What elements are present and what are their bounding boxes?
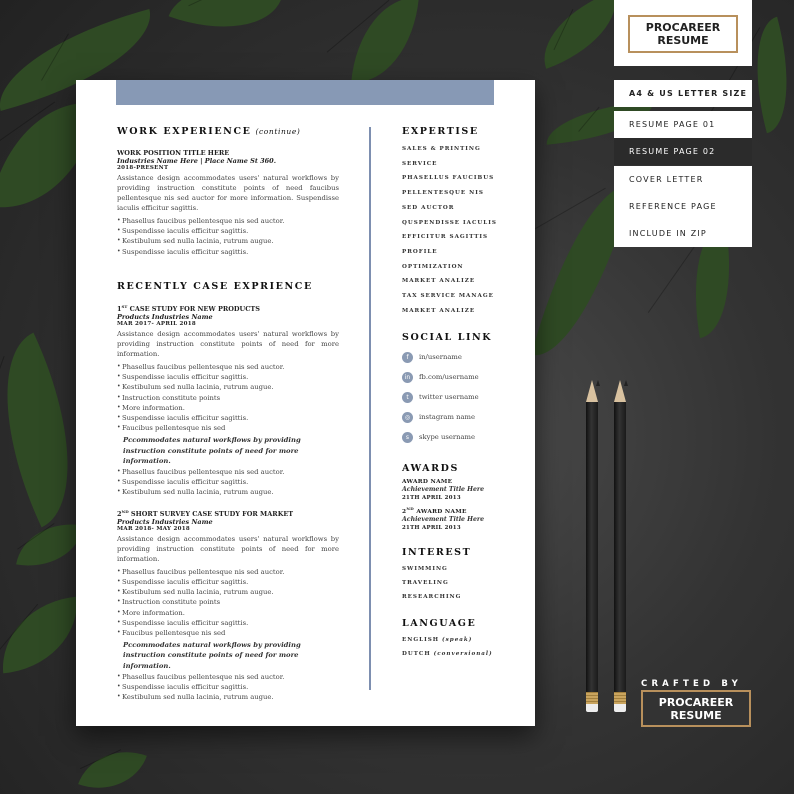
award-date: 21TH APRIL 2013 — [402, 495, 461, 502]
list-item: • Kestibulum sed nulla lacinia, rutrum augue. — [117, 236, 339, 246]
list-item: • Faucibus pellentesque nis sed — [117, 628, 339, 638]
case-study-1-dates: MAR 2017- APRIL 2018 — [117, 320, 196, 327]
social-text: fb.com/username — [419, 373, 479, 382]
linkedin-icon: in — [402, 372, 413, 383]
crafted-by-label: CRAFTED BY — [641, 679, 742, 689]
list-item: • Phasellus faucibus pellentesque nis sed auctor. — [117, 216, 339, 226]
resume-page — [76, 80, 535, 726]
interest-item: SWIMMING — [402, 566, 448, 573]
award-name: AWARD NAME — [402, 479, 453, 486]
list-item: • More information. — [117, 403, 339, 413]
language-heading: LANGUAGE — [402, 618, 477, 630]
social-link-heading: SOCIAL LINK — [402, 332, 493, 344]
expertise-item: TAX SERVICE MANAGE — [402, 293, 494, 300]
menu-item-resume-page-02[interactable]: RESUME PAGE 02 — [614, 138, 752, 165]
expertise-item: SALES & PRINTING — [402, 146, 481, 152]
list-item: • Phasellus faucibus pellentesque nis sed auctor. — [117, 672, 339, 682]
list-item: • Instruction constitute points — [117, 393, 339, 403]
case-study-1-bullets — [117, 362, 339, 433]
expertise-heading: EXPERTISE — [402, 126, 479, 137]
list-item: • Kestibulum sed nulla lacinia, rutrum augue. — [117, 692, 339, 702]
list-item: • More information. — [117, 608, 339, 618]
case-study-2-bullets-2 — [117, 672, 339, 703]
case-study-2-bullets — [117, 567, 339, 638]
list-item: • Suspendisse iaculis efficitur sagittis. — [117, 247, 339, 257]
list-item: • Suspendisse iaculis efficitur sagittis. — [117, 372, 339, 382]
interest-heading: INTEREST — [402, 547, 472, 559]
brand-logo-bottom: PROCAREER RESUME — [641, 690, 751, 727]
award-title: Achievement Title Here — [402, 516, 485, 524]
expertise-item: PELLENTESQUE NIS — [402, 190, 484, 197]
case-study-2-description: Assistance design accommodates users' natural workflows by providing instruction constitute points of need for more information. — [117, 534, 339, 563]
social-row[interactable] — [402, 387, 522, 407]
column-divider — [369, 127, 371, 690]
expertise-item: OPTIMIZATION — [402, 263, 464, 270]
list-item: • Kestibulum sed nulla lacinia, rutrum augue. — [117, 487, 339, 497]
case-study-2-quote: Pccommodates natural workflows by providing instruction constitute points of need for more information. — [123, 641, 301, 670]
expertise-item: PHASELLUS FAUCIBUS — [402, 175, 495, 182]
right-column — [402, 126, 522, 661]
menu-item-resume-page-01[interactable]: RESUME PAGE 01 — [614, 111, 752, 138]
size-label: A4 & US LETTER SIZE — [614, 80, 752, 107]
continue-label: (continue) — [255, 127, 301, 136]
case-study-1-title: 1ST CASE STUDY FOR NEW PRODUCTS — [117, 303, 260, 313]
expertise-item: PROFILE — [402, 248, 438, 255]
job-description: Assistance design accommodates users' natural workflows by providing instruction constitute points of need faucibus pellentesque nis sed auctor for more information. Suspendisse iaculis efficitur sagittis. — [117, 174, 339, 212]
list-item: • Instruction constitute points — [117, 597, 339, 607]
case-study-1-quote: Pccommodates natural workflows by providing instruction constitute points of need for more information. — [123, 436, 301, 465]
social-text: in/username — [419, 353, 462, 362]
awards-heading: AWARDS — [402, 463, 459, 475]
header-bar — [116, 80, 494, 105]
interest-item: RESEARCHING — [402, 594, 462, 601]
job-title: WORK POSITION TITLE HERE — [117, 149, 230, 157]
list-item: • Suspendisse iaculis efficitur sagittis. — [117, 682, 339, 692]
pencil-illustration — [614, 380, 626, 712]
list-item: • Phasellus faucibus pellentesque nis sed auctor. — [117, 467, 339, 477]
list-item: • Faucibus pellentesque nis sed — [117, 423, 339, 433]
expertise-item: SED AUCTOR — [402, 204, 455, 211]
expertise-item: MARKET ANALIZE — [402, 278, 476, 285]
list-item: • Suspendisse iaculis efficitur sagittis. — [117, 577, 339, 587]
case-study-2-dates: MAR 2018- MAY 2018 — [117, 525, 190, 532]
social-text: instagram name — [419, 413, 475, 422]
language-item: DUTCH (conversional) — [402, 651, 493, 658]
menu-item-cover-letter[interactable]: COVER LETTER — [614, 166, 752, 193]
list-item: • Suspendisse iaculis efficitur sagittis. — [117, 413, 339, 423]
case-study-1-description: Assistance design accommodates users' natural workflows by providing instruction constitute points of need for more information. — [117, 329, 339, 358]
expertise-item: MARKET ANALIZE — [402, 307, 476, 314]
case-study-2-title: 2ND SHORT SURVEY CASE STUDY FOR MARKET — [117, 508, 294, 518]
expertise-item: QUSPENDISSE IACULIS — [402, 219, 497, 226]
case-study-2-company: Products Industries Name — [117, 517, 213, 526]
social-row[interactable] — [402, 427, 522, 447]
list-item: • Kestibulum sed nulla lacinia, rutrum augue. — [117, 587, 339, 597]
social-text: twitter username — [419, 393, 479, 402]
list-item: • Phasellus faucibus pellentesque nis sed auctor. — [117, 567, 339, 577]
social-text: skype username — [419, 433, 476, 442]
expertise-item: SERVICE — [402, 160, 438, 167]
facebook-icon: f — [402, 352, 413, 363]
expertise-list — [402, 142, 522, 318]
twitter-icon: t — [402, 392, 413, 403]
award-title: Achievement Title Here — [402, 486, 485, 494]
expertise-item: EFFICITUR SAGITTIS — [402, 234, 489, 241]
language-item: ENGLISH (speak) — [402, 637, 473, 644]
job-company: Industries Name Here | Place Name St 360. — [117, 157, 276, 165]
skype-icon: s — [402, 432, 413, 443]
job-bullets — [117, 216, 339, 257]
menu-item-include-in-zip[interactable]: INCLUDE IN ZIP — [614, 220, 752, 247]
list-item: • Suspendisse iaculis efficitur sagittis. — [117, 618, 339, 628]
brand-card — [614, 0, 752, 66]
pencil-illustration — [586, 380, 598, 712]
award-name: 2ND AWARD NAME — [402, 506, 467, 516]
instagram-icon: ◎ — [402, 412, 413, 423]
list-item: • Suspendisse iaculis efficitur sagittis. — [117, 226, 339, 236]
brand-logo: PROCAREER RESUME — [628, 15, 738, 53]
work-experience-heading: WORK EXPERIENCE (continue) — [117, 126, 301, 137]
left-column — [117, 126, 339, 702]
list-item: • Phasellus faucibus pellentesque nis sed auctor. — [117, 362, 339, 372]
interest-item: TRAVELING — [402, 580, 449, 587]
menu-item-reference-page[interactable]: REFERENCE PAGE — [614, 193, 752, 220]
award-date: 21TH APRIL 2013 — [402, 525, 461, 532]
case-study-1-company: Products Industries Name — [117, 312, 213, 321]
job-dates: 2018-PRESENT — [117, 165, 169, 171]
social-row[interactable] — [402, 407, 522, 427]
case-study-1-bullets-2 — [117, 467, 339, 498]
list-item: • Kestibulum sed nulla lacinia, rutrum augue. — [117, 382, 339, 392]
social-row[interactable] — [402, 347, 522, 367]
case-experience-heading: RECENTLY CASE EXPRIENCE — [117, 280, 313, 292]
list-item: • Suspendisse iaculis efficitur sagittis. — [117, 477, 339, 487]
social-row[interactable] — [402, 367, 522, 387]
